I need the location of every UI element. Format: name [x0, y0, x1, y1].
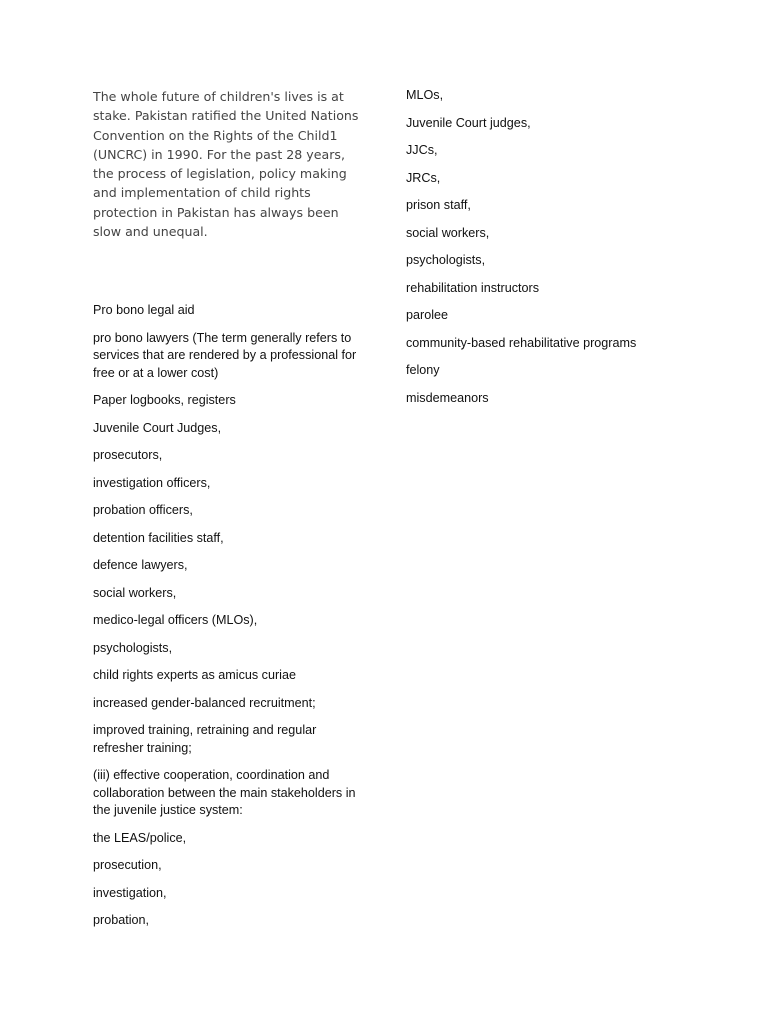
list-item: Juvenile Court judges, [406, 115, 531, 130]
list-item: Juvenile Court Judges, [93, 420, 222, 435]
list-item: psychologists, [406, 253, 486, 267]
list-item: investigation officers, [93, 475, 211, 490]
list-item: JRCs, [406, 170, 441, 185]
list-item: social workers, [406, 225, 490, 240]
list-item: probation officers, [93, 503, 193, 517]
list-item: improved training, retraining and regular refresher training; [93, 723, 317, 755]
list-item: parolee [406, 308, 449, 322]
list-item: social workers, [93, 585, 177, 600]
list-item: detention facilities staff, [93, 530, 224, 545]
list-item: prosecution, [93, 858, 162, 872]
intro-paragraph: The whole future of children's lives is at stake. Pakistan ratified the United Nations Convention on the Rights of the Child1 (UNCRC) in 1990. For the past 28 years, the process of legislation, policy making and implementation of child rights protection in Pakistan has always been slow and unequal. [93, 89, 359, 240]
list-item: investigation, [93, 885, 167, 900]
list-item: defence lawyers, [93, 558, 188, 572]
list-item: community-based rehabilitative programs [406, 335, 637, 350]
list-item: psychologists, [93, 640, 173, 655]
list-item: MLOs, [406, 88, 444, 102]
list-item: Paper logbooks, registers [93, 393, 236, 407]
list-item: Pro bono legal aid [93, 303, 195, 317]
list-item: probation, [93, 913, 150, 927]
list-item: misdemeanors [406, 390, 489, 405]
list-item: pro bono lawyers (The term generally refers to services that are rendered by a professional for free or at a lower cost) [93, 330, 357, 380]
right-term-list [406, 87, 706, 417]
list-item: JJCs, [406, 143, 438, 157]
list-item: increased gender-balanced recruitment; [93, 695, 316, 710]
list-item: rehabilitation instructors [406, 280, 539, 295]
list-item: felony [406, 363, 440, 377]
list-item: medico-legal officers (MLOs), [93, 613, 258, 627]
list-item: the LEAS/police, [93, 830, 187, 845]
left-term-list [93, 302, 368, 940]
list-item: prosecutors, [93, 448, 163, 462]
list-item: child rights experts as amicus curiae [93, 668, 296, 682]
list-item: prison staff, [406, 198, 471, 212]
list-item: (iii) effective cooperation, coordination and collaboration between the main stakeholders in the juvenile justice system: [93, 768, 356, 817]
